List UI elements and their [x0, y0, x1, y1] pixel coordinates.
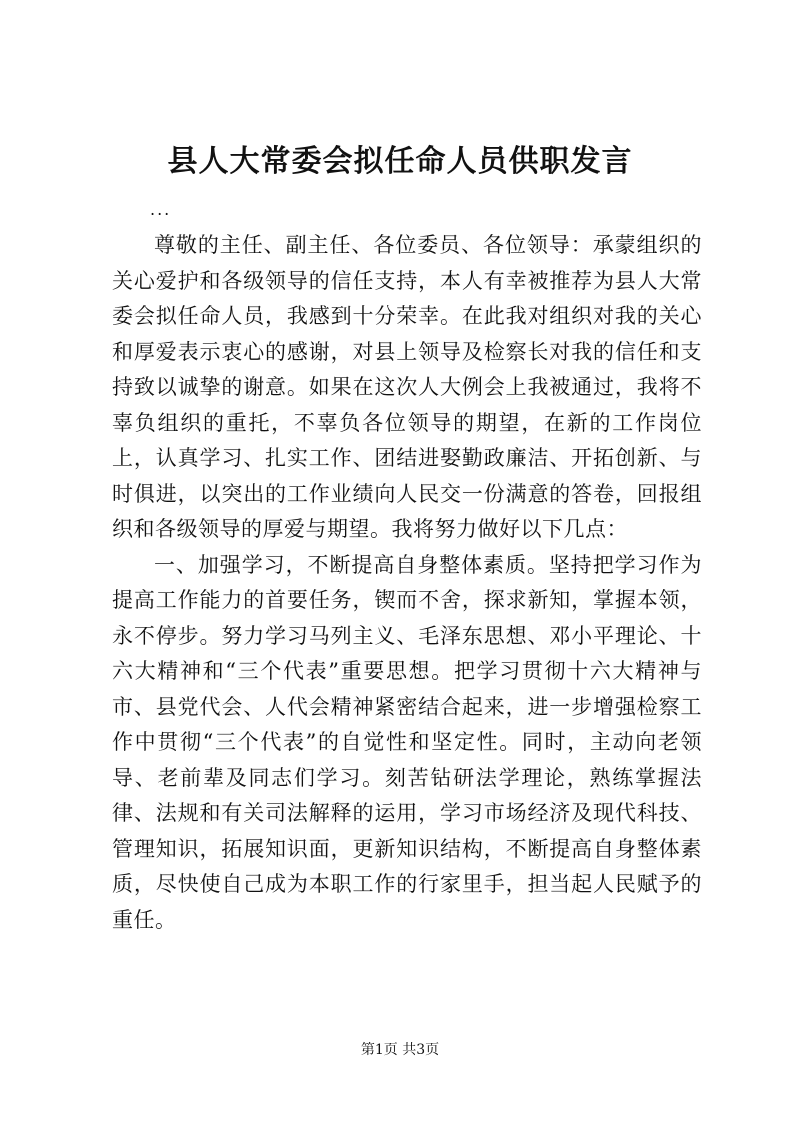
- document-body: [112, 228, 702, 938]
- paragraph-greeting: 尊敬的主任、副主任、各位委员、各位领导：承蒙组织的关心爱护和各级领导的信任支持，本人有幸被推荐为县人大常委会拟任命人员，我感到十分荣幸。在此我对组织对我的关心和厚爱表示衷心的感谢，对县上领导及检察长对我的信任和支持致以诚挚的谢意。如果在这次人大例会上我被通过，我将不辜负组织的重托，不辜负各位领导的期望，在新的工作岗位上，认真学习、扎实工作、团结进娶勤政廉洁、开拓创新、与时俱进，以突出的工作业绩向人民交一份满意的答卷，回报组织和各级领导的厚爱与期望。我将努力做好以下几点：: [112, 233, 702, 541]
- page-title: 县人大常委会拟任命人员供职发言: [167, 144, 633, 179]
- paragraph-point-one: 一、加强学习，不断提高自身整体素质。坚持把学习作为提高工作能力的首要任务，锲而不舍，探求新知，掌握本领，永不停步。努力学习马列主义、毛泽东思想、邓小平理论、十六大精神和“三个代表”重要思想。把学习贯彻十六大精神与市、县党代会、人代会精神紧密结合起来，进一步增强检察工作中贯彻“三个代表”的自觉性和坚定性。同时，主动向老领导、老前辈及同志们学习。刻苦钻研法学理论，熟练掌握法律、法规和有关司法解释的运用，学习市场经济及现代科技、管理知识，拓展知识面，更新知识结构，不断提高自身整体素质，尽快使自己成为本职工作的行家里手，担当起人民赋予的重任。: [112, 552, 702, 932]
- ellipsis-marker: ...: [150, 200, 172, 219]
- page-indicator: 第1页 共3页: [360, 1042, 440, 1058]
